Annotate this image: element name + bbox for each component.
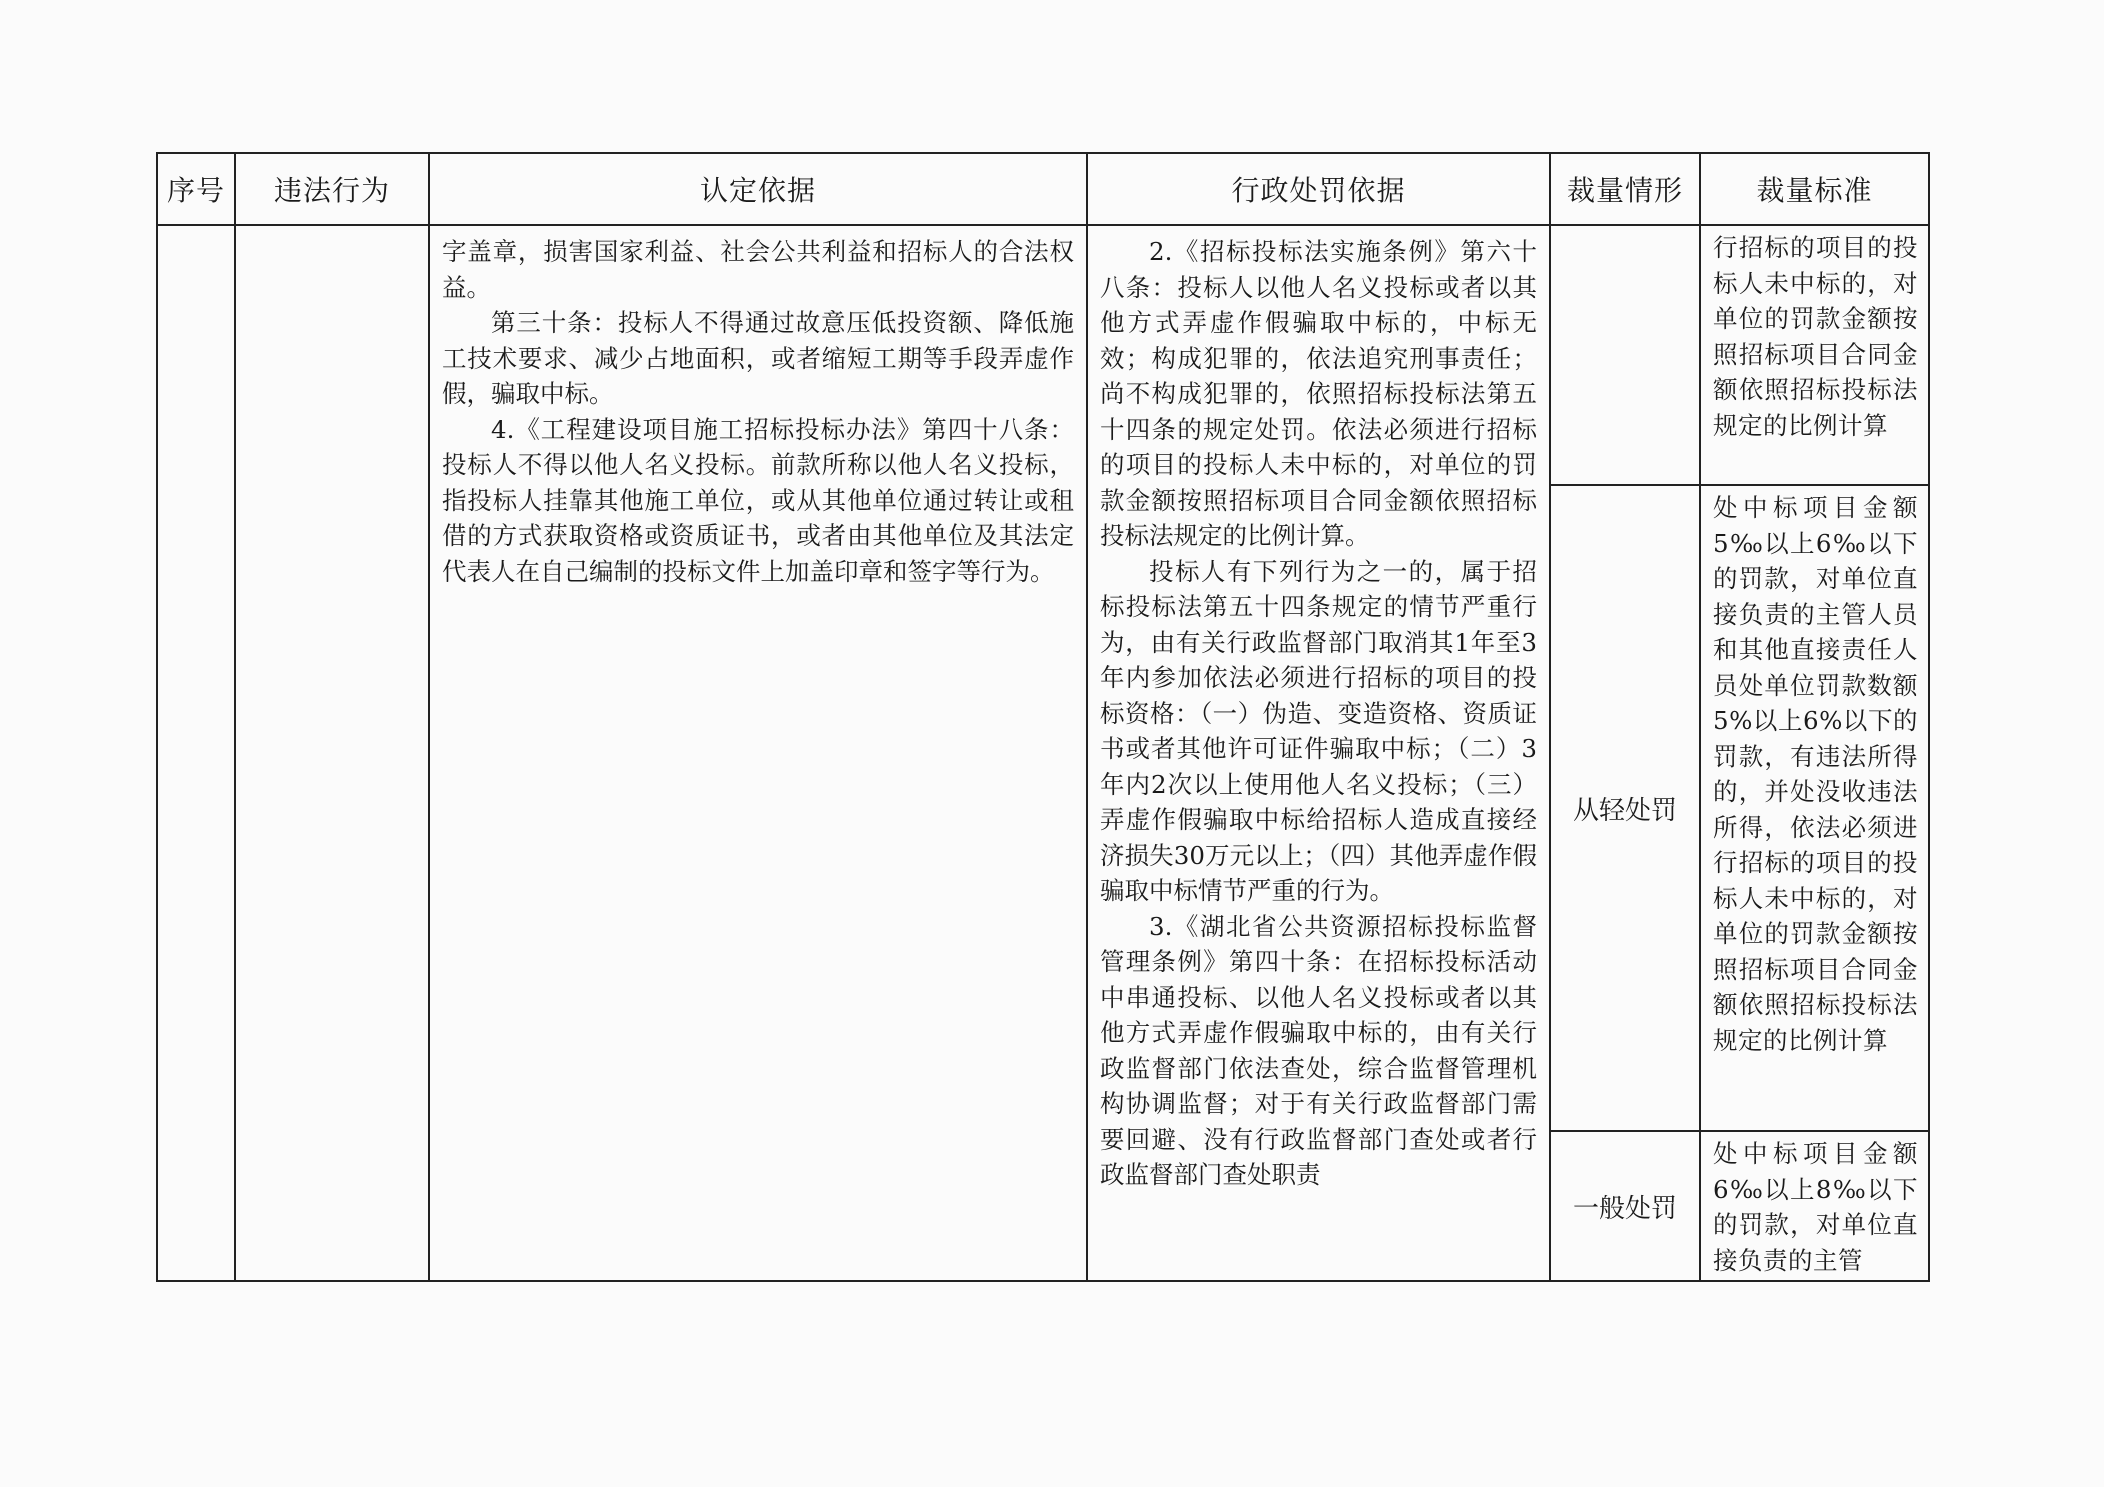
situation-lenient: 从轻处罚 bbox=[1550, 485, 1700, 1131]
basis-paragraph: 字盖章，损害国家利益、社会公共利益和招标人的合法权益。 bbox=[442, 237, 1074, 302]
basis-cell bbox=[429, 225, 1087, 1281]
standard-text: 处中标项目金额5‰以上6‰以下的罚款，对单位直接负责的主管人员和其他直接责任人员处单位罚款数额5%以上6%以下的罚款，有违法所得的，并处没收违法所得，依法必须进行招标的项目的投标人未中标的，对单位的罚款金额按照招标项目合同金额依照招标投标法规定的比例计算 bbox=[1713, 493, 1918, 1055]
basis-paragraph: 第三十条：投标人不得通过故意压低投资额、降低施工技术要求、减少占地面积，或者缩短工期等手段弄虚作假，骗取中标。 bbox=[442, 308, 1074, 408]
table-row bbox=[157, 225, 1929, 485]
basis-paragraph: 4.《工程建设项目施工招标投标办法》第四十八条：投标人不得以他人名义投标。前款所称以他人名义投标，指投标人挂靠其他施工单位，或从其他单位通过转让或租借的方式获取资格或资质证书，或者由其他单位及其法定代表人在自己编制的投标文件上加盖印章和签字等行为。 bbox=[442, 414, 1074, 586]
header-seq: 序号 bbox=[157, 153, 235, 225]
penalty-basis-cell bbox=[1087, 225, 1550, 1281]
header-violation: 违法行为 bbox=[235, 153, 429, 225]
standard-text: 处中标项目金额6‰以上8‰以下的罚款，对单位直接负责的主管 bbox=[1713, 1139, 1918, 1275]
header-standard: 裁量标准 bbox=[1700, 153, 1929, 225]
standard-text: 行招标的项目的投标人未中标的，对单位的罚款金额按照招标项目合同金额依照招标投标法规定的比例计算 bbox=[1713, 233, 1918, 440]
header-situation: 裁量情形 bbox=[1550, 153, 1700, 225]
penalty-discretion-table bbox=[156, 152, 1930, 1282]
situation-cell bbox=[1550, 225, 1700, 485]
standard-cell bbox=[1700, 485, 1929, 1131]
header-penalty-basis: 行政处罚依据 bbox=[1087, 153, 1550, 225]
penalty-paragraph: 3.《湖北省公共资源招标投标监督管理条例》第四十条：在招标投标活动中串通投标、以他人名义投标或者以其他方式弄虚作假骗取中标的，由有关行政监督部门依法查处，综合监督管理机构协调监督；对于有关行政监督部门需要回避、没有行政监督部门查处或者行政监督部门查处职责 bbox=[1100, 911, 1537, 1189]
standard-cell bbox=[1700, 1131, 1929, 1281]
penalty-paragraph: 投标人有下列行为之一的，属于招标投标法第五十四条规定的情节严重行为，由有关行政监督部门取消其1年至3年内参加依法必须进行招标的项目的投标资格：（一）伪造、变造资格、资质证书或者其他许可证件骗取中标；（二）3年内2次以上使用他人名义投标；（三）弄虚作假骗取中标给招标人造成直接经济损失30万元以上；（四）其他弄虚作假骗取中标情节严重的行为。 bbox=[1100, 556, 1537, 905]
penalty-paragraph: 2.《招标投标法实施条例》第六十八条：投标人以他人名义投标或者以其他方式弄虚作假骗取中标的，中标无效；构成犯罪的，依法追究刑事责任；尚不构成犯罪的，依照招标投标法第五十四条的规定处罚。依法必须进行招标的项目的投标人未中标的，对单位的罚款金额按照招标项目合同金额依照招标投标法规定的比例计算。 bbox=[1100, 237, 1537, 550]
standard-cell bbox=[1700, 225, 1929, 485]
seq-cell bbox=[157, 225, 235, 1281]
situation-general: 一般处罚 bbox=[1550, 1131, 1700, 1281]
header-basis: 认定依据 bbox=[429, 153, 1087, 225]
table-header-row bbox=[157, 153, 1929, 225]
violation-cell bbox=[235, 225, 429, 1281]
